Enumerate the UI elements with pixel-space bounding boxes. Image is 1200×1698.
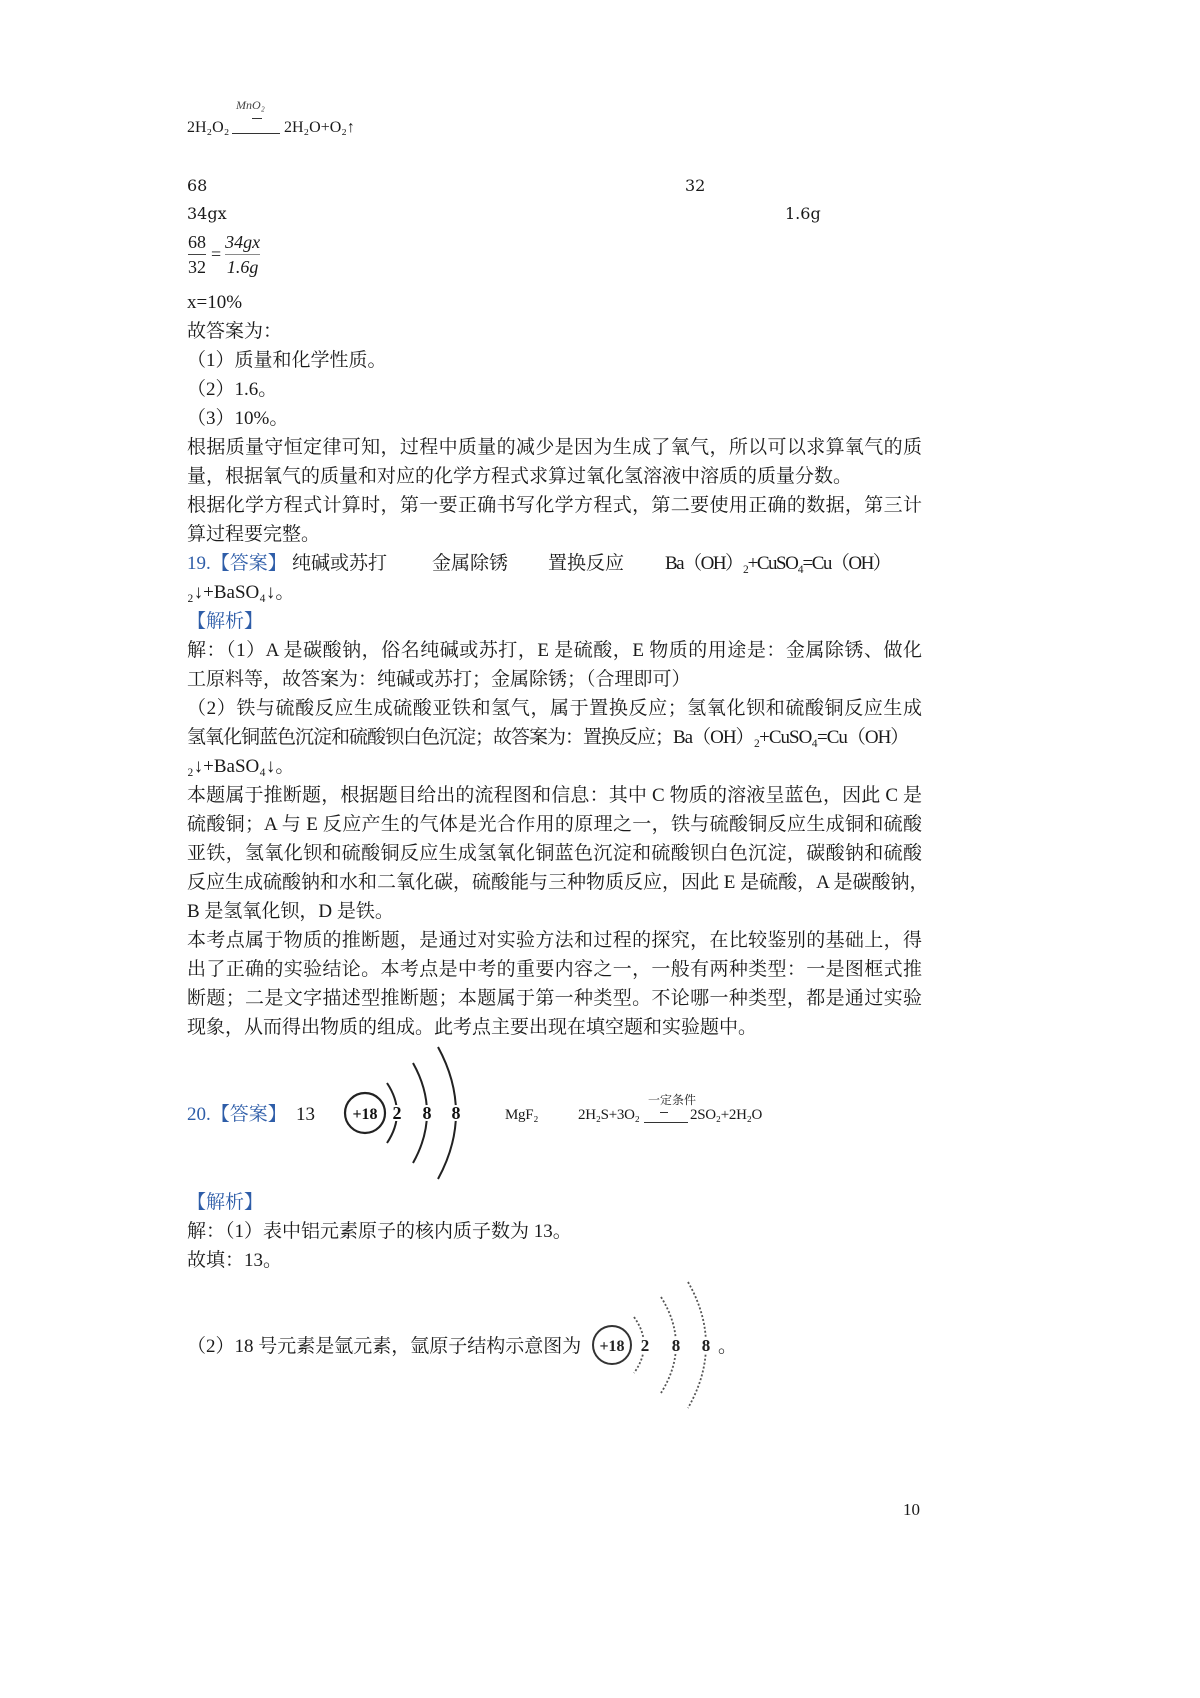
shell-electrons-3: 8 <box>701 1336 711 1355</box>
left-fraction <box>188 230 206 279</box>
q19-reasoning-line: B 是氢氧化钡，D 是铁。 <box>187 901 394 922</box>
equation-reaction-line <box>644 1122 688 1123</box>
q19-analysis-tag: 【解析】 <box>187 611 264 632</box>
equation-reactants: 2H₂O₂ <box>187 119 230 136</box>
page-number: 10 <box>903 1500 920 1519</box>
shell-electrons-1: 2 <box>640 1336 650 1355</box>
q20-analysis-line: 故填：13。 <box>187 1250 283 1271</box>
equation-reaction-line <box>232 133 280 134</box>
proportion-equation <box>188 230 260 279</box>
q19-reasoning-line: 本题属于推断题，根据题目给出的流程图和信息：其中 C 物质的溶液呈蓝色，因此 C 是 <box>187 785 922 806</box>
q19-analysis-line: （2）铁与硫酸反应生成硫酸亚铁和氢气，属于置换反应；氢氧化钡和硫酸铜反应生成 <box>187 698 922 719</box>
q19-answer-continued: ₂↓+BaSO₄↓。 <box>187 582 295 603</box>
main-text-block <box>187 288 929 1042</box>
argon-atom-structure-diagram <box>588 1280 720 1412</box>
q20-equation-products: 2SO₂+2H₂O <box>690 1107 763 1123</box>
q20-formula: MgF₂ <box>505 1107 539 1123</box>
q19-answer-4: Ba（OH）₂+CuSO₄=Cu（OH） <box>665 553 891 574</box>
relative-mass-reactant: 68 <box>187 176 208 195</box>
q20-analysis-line: 解：（1）表中铝元素原子的核内质子数为 13。 <box>187 1221 572 1242</box>
q20-equation-condition: 一定条件 <box>648 1093 697 1107</box>
equation-mark <box>660 1112 668 1113</box>
q19-remark-line: 出了正确的实验结论。本考点是中考的重要内容之一，一般有两种类型：一是图框式推 <box>187 959 922 980</box>
left-denominator: 32 <box>188 257 206 277</box>
answer-intro: 故答案为： <box>187 321 283 342</box>
q20-analysis-block <box>187 1188 922 1275</box>
shell-electrons-3: 8 <box>451 1103 461 1123</box>
q19-analysis-line: 工原料等，故答案为：纯碱或苏打；金属除锈；（合理即可） <box>187 669 691 690</box>
q19-answer-3: 置换反应 <box>548 553 625 574</box>
equals-sign: = <box>211 244 222 264</box>
answer-item: （1）质量和化学性质。 <box>187 350 387 371</box>
left-numerator: 68 <box>188 232 206 252</box>
result-line: x=10% <box>187 292 243 313</box>
explanation-line: 根据化学方程式计算时，第一要正确书写化学方程式，第二要使用正确的数据，第三计 <box>187 495 922 516</box>
q19-analysis-line: 解：（1）A 是碳酸钠，俗名纯碱或苏打，E 是硫酸，E 物质的用途是：金属除锈、做化 <box>187 640 922 661</box>
argon-atom-structure-diagram <box>338 1045 468 1185</box>
q19-remark-line: 现象，从而得出物质的组成。此考点主要出现在填空题和实验题中。 <box>187 1017 758 1038</box>
q19-reasoning-line: 亚铁，氢氧化钡和硫酸铜反应生成氢氧化铜蓝色沉淀和硫酸钡白色沉淀，碳酸钠和硫酸 <box>187 843 922 864</box>
shell-electrons-2: 8 <box>422 1103 432 1123</box>
q19-reasoning-line: 反应生成硫酸钠和水和二氧化碳，硫酸能与三种物质反应，因此 E 是硫酸，A 是碳酸钠， <box>187 872 929 893</box>
q20-analysis-tag: 【解析】 <box>187 1192 264 1213</box>
q19-answer-line <box>187 549 922 578</box>
right-fraction <box>225 230 260 279</box>
q19-remark-line: 本考点属于物质的推断题，是通过对实验方法和过程的探究，在比较鉴别的基础上，得 <box>187 930 922 951</box>
q19-remark-line: 断题；二是文字描述型推断题；本题属于第一种类型。不论哪一种类型，都是通过实验 <box>187 988 922 1009</box>
right-denominator: 1.6g <box>226 257 259 277</box>
actual-mass-reactant: 34gx <box>187 204 227 223</box>
q19-number: 19. <box>187 553 211 574</box>
nucleus-charge: +18 <box>352 1106 378 1123</box>
shell-electrons-1: 2 <box>392 1103 402 1123</box>
explanation-line: 量，根据氧气的质量和对应的化学方程式求算过氧化氢溶液中溶质的质量分数。 <box>187 466 853 487</box>
q19-answer-1: 纯碱或苏打 <box>292 553 388 574</box>
answer-item: （3）10%。 <box>187 408 289 429</box>
q20-part2-text: （2）18 号元素是氩元素，氩原子结构示意图为 <box>187 1336 582 1357</box>
q19-analysis-line: ₂↓+BaSO₄↓。 <box>187 756 295 777</box>
equation-condition-catalyst: MnO₂ <box>236 98 265 112</box>
equation-mark <box>252 118 262 119</box>
q19-answer-tag: 【答案】 <box>210 553 287 574</box>
q20-answer-proton-count: 13 <box>296 1104 315 1125</box>
q20-part2-end: 。 <box>718 1336 738 1357</box>
actual-mass-product: 1.6g <box>785 204 821 223</box>
right-numerator: 34gx <box>225 232 261 252</box>
q20-number: 20. <box>187 1104 211 1125</box>
nucleus-charge: +18 <box>599 1338 625 1355</box>
q20-answer-label <box>187 1101 287 1129</box>
answer-item: （2）1.6。 <box>187 379 278 400</box>
relative-mass-product: 32 <box>685 176 706 195</box>
q19-answer-2: 金属除锈 <box>432 553 509 574</box>
shell-electrons-2: 8 <box>671 1336 681 1355</box>
explanation-line: 根据质量守恒定律可知，过程中质量的减少是因为生成了氧气，所以可以求算氧气的质 <box>187 437 922 458</box>
q19-analysis-line: 氢氧化铜蓝色沉淀和硫酸钡白色沉淀；故答案为：置换反应；Ba（OH）₂+CuSO₄=Cu（OH） <box>187 727 909 748</box>
q19-reasoning-line: 硫酸铜；A 与 E 反应产生的气体是光合作用的原理之一，铁与硫酸铜反应生成铜和硫酸 <box>187 814 922 835</box>
q20-answer-tag: 【答案】 <box>210 1104 287 1125</box>
explanation-line: 算过程要完整。 <box>187 524 321 545</box>
q20-equation-reactants: 2H₂S+3O₂ <box>578 1107 640 1123</box>
equation-products: 2H₂O+O₂↑ <box>284 119 355 136</box>
